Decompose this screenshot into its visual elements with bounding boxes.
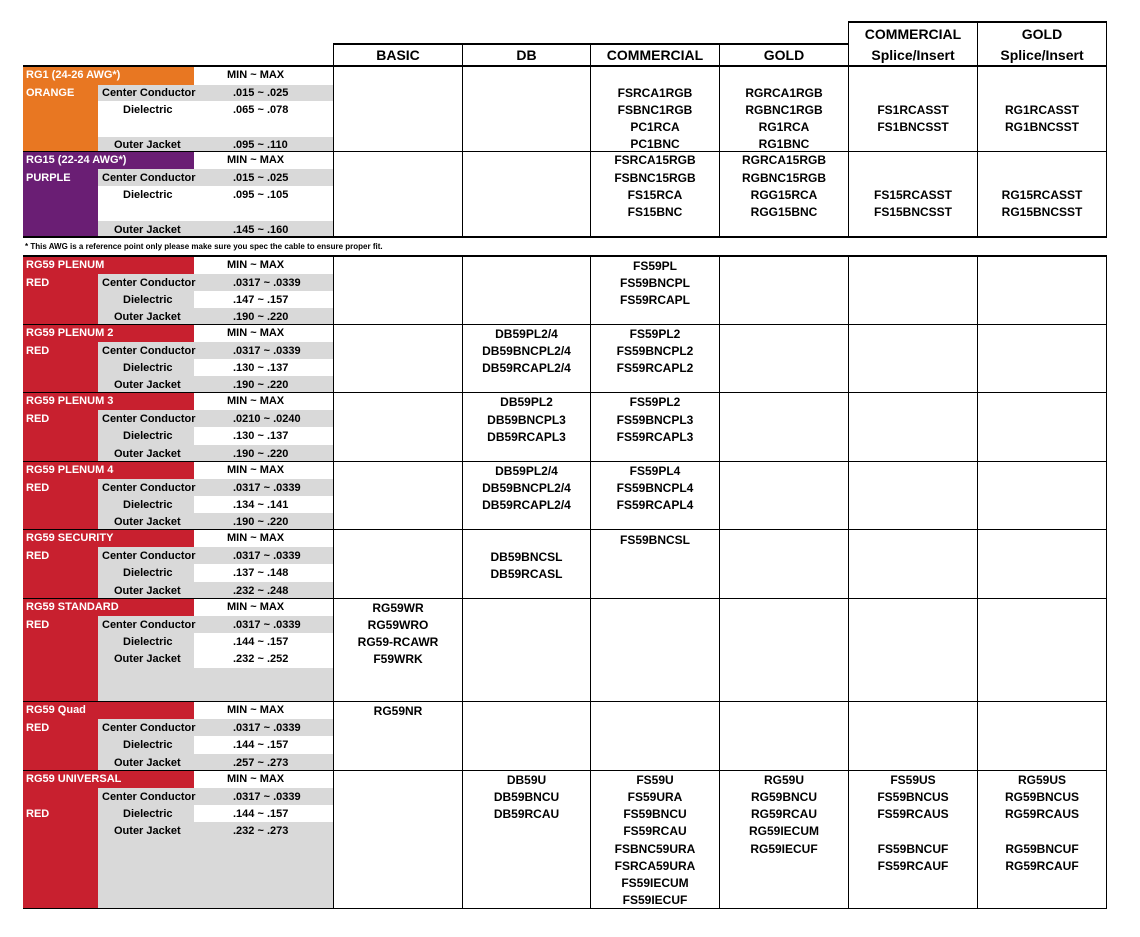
row-divider [23, 461, 1107, 462]
spec-dielectric-value: .065 ~ .078 [233, 104, 289, 116]
part-number: RG59WRO [367, 618, 429, 632]
part-number: FS59IECUF [622, 893, 688, 907]
spec-dielectric-label: Dielectric [123, 294, 173, 306]
header-top-rule [848, 21, 1107, 23]
spec-dielectric-value: .134 ~ .141 [233, 499, 289, 511]
row-divider [23, 392, 1107, 393]
part-number: FSRCA59URA [614, 859, 696, 873]
column-divider [462, 255, 463, 909]
part-number: FS59PL [632, 259, 677, 273]
spec-center-label: Center Conductor [102, 550, 196, 562]
cable-name: RG59 SECURITY [26, 532, 114, 544]
spec-minmax-label: MIN ~ MAX [227, 532, 285, 544]
spec-dielectric-label: Dielectric [123, 362, 173, 374]
cable-color: RED [26, 722, 50, 734]
part-number: RGG15RCA [750, 188, 818, 202]
column-header-commercial-splice-sub: Splice/Insert [871, 47, 955, 63]
header-top-rule [333, 43, 848, 45]
spec-minmax-label: MIN ~ MAX [227, 464, 285, 476]
spec-minmax-label: MIN ~ MAX [227, 69, 285, 81]
part-number: RG59IECUF [750, 842, 818, 856]
part-number: RG59-RCAWR [357, 635, 439, 649]
spec-jacket-label: Outer Jacket [114, 139, 181, 151]
spec-dielectric-value: .144 ~ .157 [233, 739, 289, 751]
part-number: FS59URA [627, 790, 683, 804]
part-number: RG59BNCUF [1005, 842, 1079, 856]
part-number: DB59PL2 [500, 395, 553, 409]
part-number: FS59BNCU [623, 807, 687, 821]
cable-color: RED [26, 413, 50, 425]
spec-dielectric-label: Dielectric [123, 808, 173, 820]
spec-center-value: .0317 ~ .0339 [233, 482, 301, 494]
spec-jacket-label: Outer Jacket [114, 585, 181, 597]
part-number: DB59RCAPL3 [487, 430, 566, 444]
column-header-commercial: COMMERCIAL [606, 47, 704, 63]
part-number: FS59BNCPL2 [616, 344, 694, 358]
part-number: F59WRK [373, 652, 423, 666]
column-divider [719, 255, 720, 909]
spec-dielectric-label: Dielectric [123, 636, 173, 648]
spec-dielectric-label: Dielectric [123, 104, 173, 116]
spec-center-label: Center Conductor [102, 413, 196, 425]
part-number: FS59RCAPL2 [616, 361, 694, 375]
part-number: RG59IECUM [748, 824, 819, 838]
cable-color: ORANGE [26, 87, 75, 99]
column-header-gold: GOLD [763, 47, 805, 63]
color-band [98, 257, 194, 274]
row-divider [23, 65, 1107, 67]
color-band [23, 771, 98, 909]
label-shade [98, 788, 194, 909]
part-number: DB59PL2/4 [495, 327, 558, 341]
spec-jacket-value: .190 ~ .220 [233, 448, 289, 460]
row-divider [23, 770, 1107, 771]
color-band [98, 702, 194, 719]
row-divider [23, 324, 1107, 325]
part-number: DB59BNCPL2/4 [482, 344, 571, 358]
column-divider [1106, 255, 1107, 909]
column-header-commercial-splice: COMMERCIAL [864, 26, 962, 42]
spec-center-value: .0317 ~ .0339 [233, 277, 301, 289]
spec-dielectric-value: .137 ~ .148 [233, 567, 289, 579]
part-number: RG59RCAU [750, 807, 817, 821]
spec-jacket-value: .190 ~ .220 [233, 516, 289, 528]
cable-name: RG59 UNIVERSAL [26, 773, 122, 785]
part-number: FSRCA1RGB [617, 86, 693, 100]
color-band [23, 599, 98, 702]
part-number: FS59BNCPL4 [616, 481, 694, 495]
part-number: PC1RCA [630, 120, 680, 134]
row-divider [23, 529, 1107, 530]
spec-jacket-label: Outer Jacket [114, 653, 181, 665]
spec-jacket-value: .190 ~ .220 [233, 379, 289, 391]
part-number: DB59U [506, 773, 547, 787]
spec-center-label: Center Conductor [102, 277, 196, 289]
part-number: FS15BNCSST [873, 205, 953, 219]
cable-color: RED [26, 619, 50, 631]
spec-center-label: Center Conductor [102, 482, 196, 494]
spec-jacket-label: Outer Jacket [114, 757, 181, 769]
part-number: FS59RCAPL4 [616, 498, 694, 512]
column-header-gold-splice: GOLD [1021, 26, 1063, 42]
part-number: FS59BNCPL [619, 276, 690, 290]
part-number: FS59BNCUF [877, 842, 949, 856]
spec-center-label: Center Conductor [102, 345, 196, 357]
part-number: FS15RCA [627, 188, 683, 202]
column-divider [333, 255, 334, 909]
part-number: FSRCA15RGB [614, 153, 696, 167]
spec-jacket-label: Outer Jacket [114, 224, 181, 236]
spec-jacket-value: .145 ~ .160 [233, 224, 289, 236]
spec-minmax-label: MIN ~ MAX [227, 154, 285, 166]
part-number: FS15RCASST [873, 188, 953, 202]
part-number: RG59WR [372, 601, 424, 615]
part-number: RGG15BNC [750, 205, 818, 219]
part-number: DB59BNCSL [490, 550, 563, 564]
part-number: FS59RCAU [623, 824, 687, 838]
part-number: RG59BNCUS [1004, 790, 1079, 804]
part-number: FSBNC1RGB [617, 103, 693, 117]
spec-center-value: .0317 ~ .0339 [233, 791, 301, 803]
part-number: FS59PL2 [629, 395, 681, 409]
spec-dielectric-label: Dielectric [123, 499, 173, 511]
spec-jacket-value: .232 ~ .273 [233, 825, 289, 837]
part-number: RG59U [763, 773, 804, 787]
spec-minmax-label: MIN ~ MAX [227, 259, 285, 271]
spec-dielectric-label: Dielectric [123, 189, 173, 201]
part-number: RG1RCA [758, 120, 810, 134]
column-divider [590, 255, 591, 909]
part-number: FS59RCAPL3 [616, 430, 694, 444]
spec-minmax-label: MIN ~ MAX [227, 704, 285, 716]
part-number: RG15BNCSST [1001, 205, 1083, 219]
cable-name: RG1 (24-26 AWG*) [26, 69, 121, 81]
part-number: FS59IECUM [621, 876, 689, 890]
spec-center-label: Center Conductor [102, 172, 196, 184]
part-number: FS59RCAPL [619, 293, 690, 307]
column-header-db: DB [516, 47, 537, 63]
spec-jacket-value: .232 ~ .252 [233, 653, 289, 665]
part-number: FS59US [890, 773, 936, 787]
cable-color: PURPLE [26, 172, 71, 184]
part-number: RGBNC15RGB [741, 171, 826, 185]
spec-minmax-label: MIN ~ MAX [227, 395, 285, 407]
footnote: * This AWG is a reference point only please make sure you spec the cable to ensure proper fit. [25, 242, 383, 251]
spec-center-value: .015 ~ .025 [233, 87, 289, 99]
spec-dielectric-value: .095 ~ .105 [233, 189, 289, 201]
cable-name: RG59 PLENUM [26, 259, 105, 271]
spec-center-value: .0210 ~ .0240 [233, 413, 301, 425]
cable-color: RED [26, 550, 50, 562]
part-number: DB59RCAPL2/4 [482, 361, 571, 375]
part-number: DB59RCASL [490, 567, 563, 581]
part-number: FS59RCAUF [877, 859, 949, 873]
row-divider [23, 908, 1107, 909]
spec-dielectric-label: Dielectric [123, 430, 173, 442]
cable-name: RG15 (22-24 AWG*) [26, 154, 127, 166]
spec-minmax-label: MIN ~ MAX [227, 773, 285, 785]
part-number: FS59BNCPL3 [616, 413, 694, 427]
spec-center-label: Center Conductor [102, 791, 196, 803]
spec-center-value: .0317 ~ .0339 [233, 722, 301, 734]
row-divider [23, 255, 1107, 257]
cable-color: RED [26, 277, 50, 289]
spec-dielectric-value: .130 ~ .137 [233, 362, 289, 374]
spec-jacket-label: Outer Jacket [114, 825, 181, 837]
part-number: FS59BNCSL [619, 533, 690, 547]
part-number: RG15RCASST [1001, 188, 1083, 202]
spec-center-label: Center Conductor [102, 619, 196, 631]
cable-name: RG59 PLENUM 3 [26, 395, 114, 407]
part-number: DB59BNCU [493, 790, 560, 804]
spec-dielectric-value: .147 ~ .157 [233, 294, 289, 306]
column-divider [977, 255, 978, 909]
part-number: FS59BNCUS [877, 790, 949, 804]
part-number: FS15BNC [627, 205, 683, 219]
spec-jacket-value: .257 ~ .273 [233, 757, 289, 769]
part-number: DB59RCAPL2/4 [482, 498, 571, 512]
spec-dielectric-value: .144 ~ .157 [233, 636, 289, 648]
part-number: RG1BNCSST [1004, 120, 1079, 134]
spec-shade [194, 668, 333, 702]
part-number: RGRCA1RGB [745, 86, 823, 100]
part-number: DB59RCAU [493, 807, 560, 821]
spec-center-value: .0317 ~ .0339 [233, 619, 301, 631]
part-number: FSBNC59URA [614, 842, 696, 856]
spec-center-value: .015 ~ .025 [233, 172, 289, 184]
spec-jacket-label: Outer Jacket [114, 311, 181, 323]
cable-color: RED [26, 482, 50, 494]
row-divider [23, 598, 1107, 599]
spec-jacket-value: .232 ~ .248 [233, 585, 289, 597]
spec-center-value: .0317 ~ .0339 [233, 550, 301, 562]
part-number: DB59PL2/4 [495, 464, 558, 478]
part-number: RG59BNCU [750, 790, 817, 804]
column-header-gold-splice-sub: Splice/Insert [1000, 47, 1084, 63]
part-number: RG59NR [373, 704, 423, 718]
part-number: FS59RCAUS [877, 807, 949, 821]
spec-jacket-label: Outer Jacket [114, 516, 181, 528]
part-number: FS1BNCSST [877, 120, 949, 134]
part-number: RG59RCAUS [1004, 807, 1079, 821]
spec-jacket-value: .190 ~ .220 [233, 311, 289, 323]
part-number: FS59U [636, 773, 674, 787]
part-number: RG1BNC [758, 137, 810, 151]
column-divider [848, 255, 849, 909]
spec-dielectric-label: Dielectric [123, 739, 173, 751]
part-number: RG59RCAUF [1005, 859, 1079, 873]
cable-name: RG59 PLENUM 2 [26, 327, 114, 339]
header-divider [1106, 21, 1107, 65]
cable-color: RED [26, 345, 50, 357]
spec-dielectric-value: .130 ~ .137 [233, 430, 289, 442]
part-number: RG59US [1017, 773, 1067, 787]
part-number: DB59BNCPL2/4 [482, 481, 571, 495]
part-number: PC1BNC [630, 137, 680, 151]
part-number: RG1RCASST [1004, 103, 1079, 117]
part-number: RGRCA15RGB [741, 153, 826, 167]
spec-dielectric-label: Dielectric [123, 567, 173, 579]
cable-color: RED [26, 808, 50, 820]
spec-center-label: Center Conductor [102, 722, 196, 734]
part-number: FS59PL4 [629, 464, 681, 478]
column-header-basic: BASIC [376, 47, 420, 63]
spec-center-value: .0317 ~ .0339 [233, 345, 301, 357]
part-number: DB59BNCPL3 [487, 413, 566, 427]
part-number: RGBNC1RGB [745, 103, 823, 117]
cable-name: RG59 Quad [26, 704, 86, 716]
row-divider [23, 151, 1107, 152]
spec-jacket-label: Outer Jacket [114, 379, 181, 391]
part-number: FS59PL2 [629, 327, 681, 341]
part-number: FS1RCASST [877, 103, 949, 117]
spec-jacket-label: Outer Jacket [114, 448, 181, 460]
spec-dielectric-value: .144 ~ .157 [233, 808, 289, 820]
spec-center-label: Center Conductor [102, 87, 196, 99]
row-divider [23, 701, 1107, 702]
part-number: FSBNC15RGB [614, 171, 696, 185]
cable-name: RG59 STANDARD [26, 601, 119, 613]
spec-minmax-label: MIN ~ MAX [227, 327, 285, 339]
cable-name: RG59 PLENUM 4 [26, 464, 114, 476]
spec-minmax-label: MIN ~ MAX [227, 601, 285, 613]
row-divider [23, 236, 1107, 238]
spec-jacket-value: .095 ~ .110 [233, 139, 288, 151]
